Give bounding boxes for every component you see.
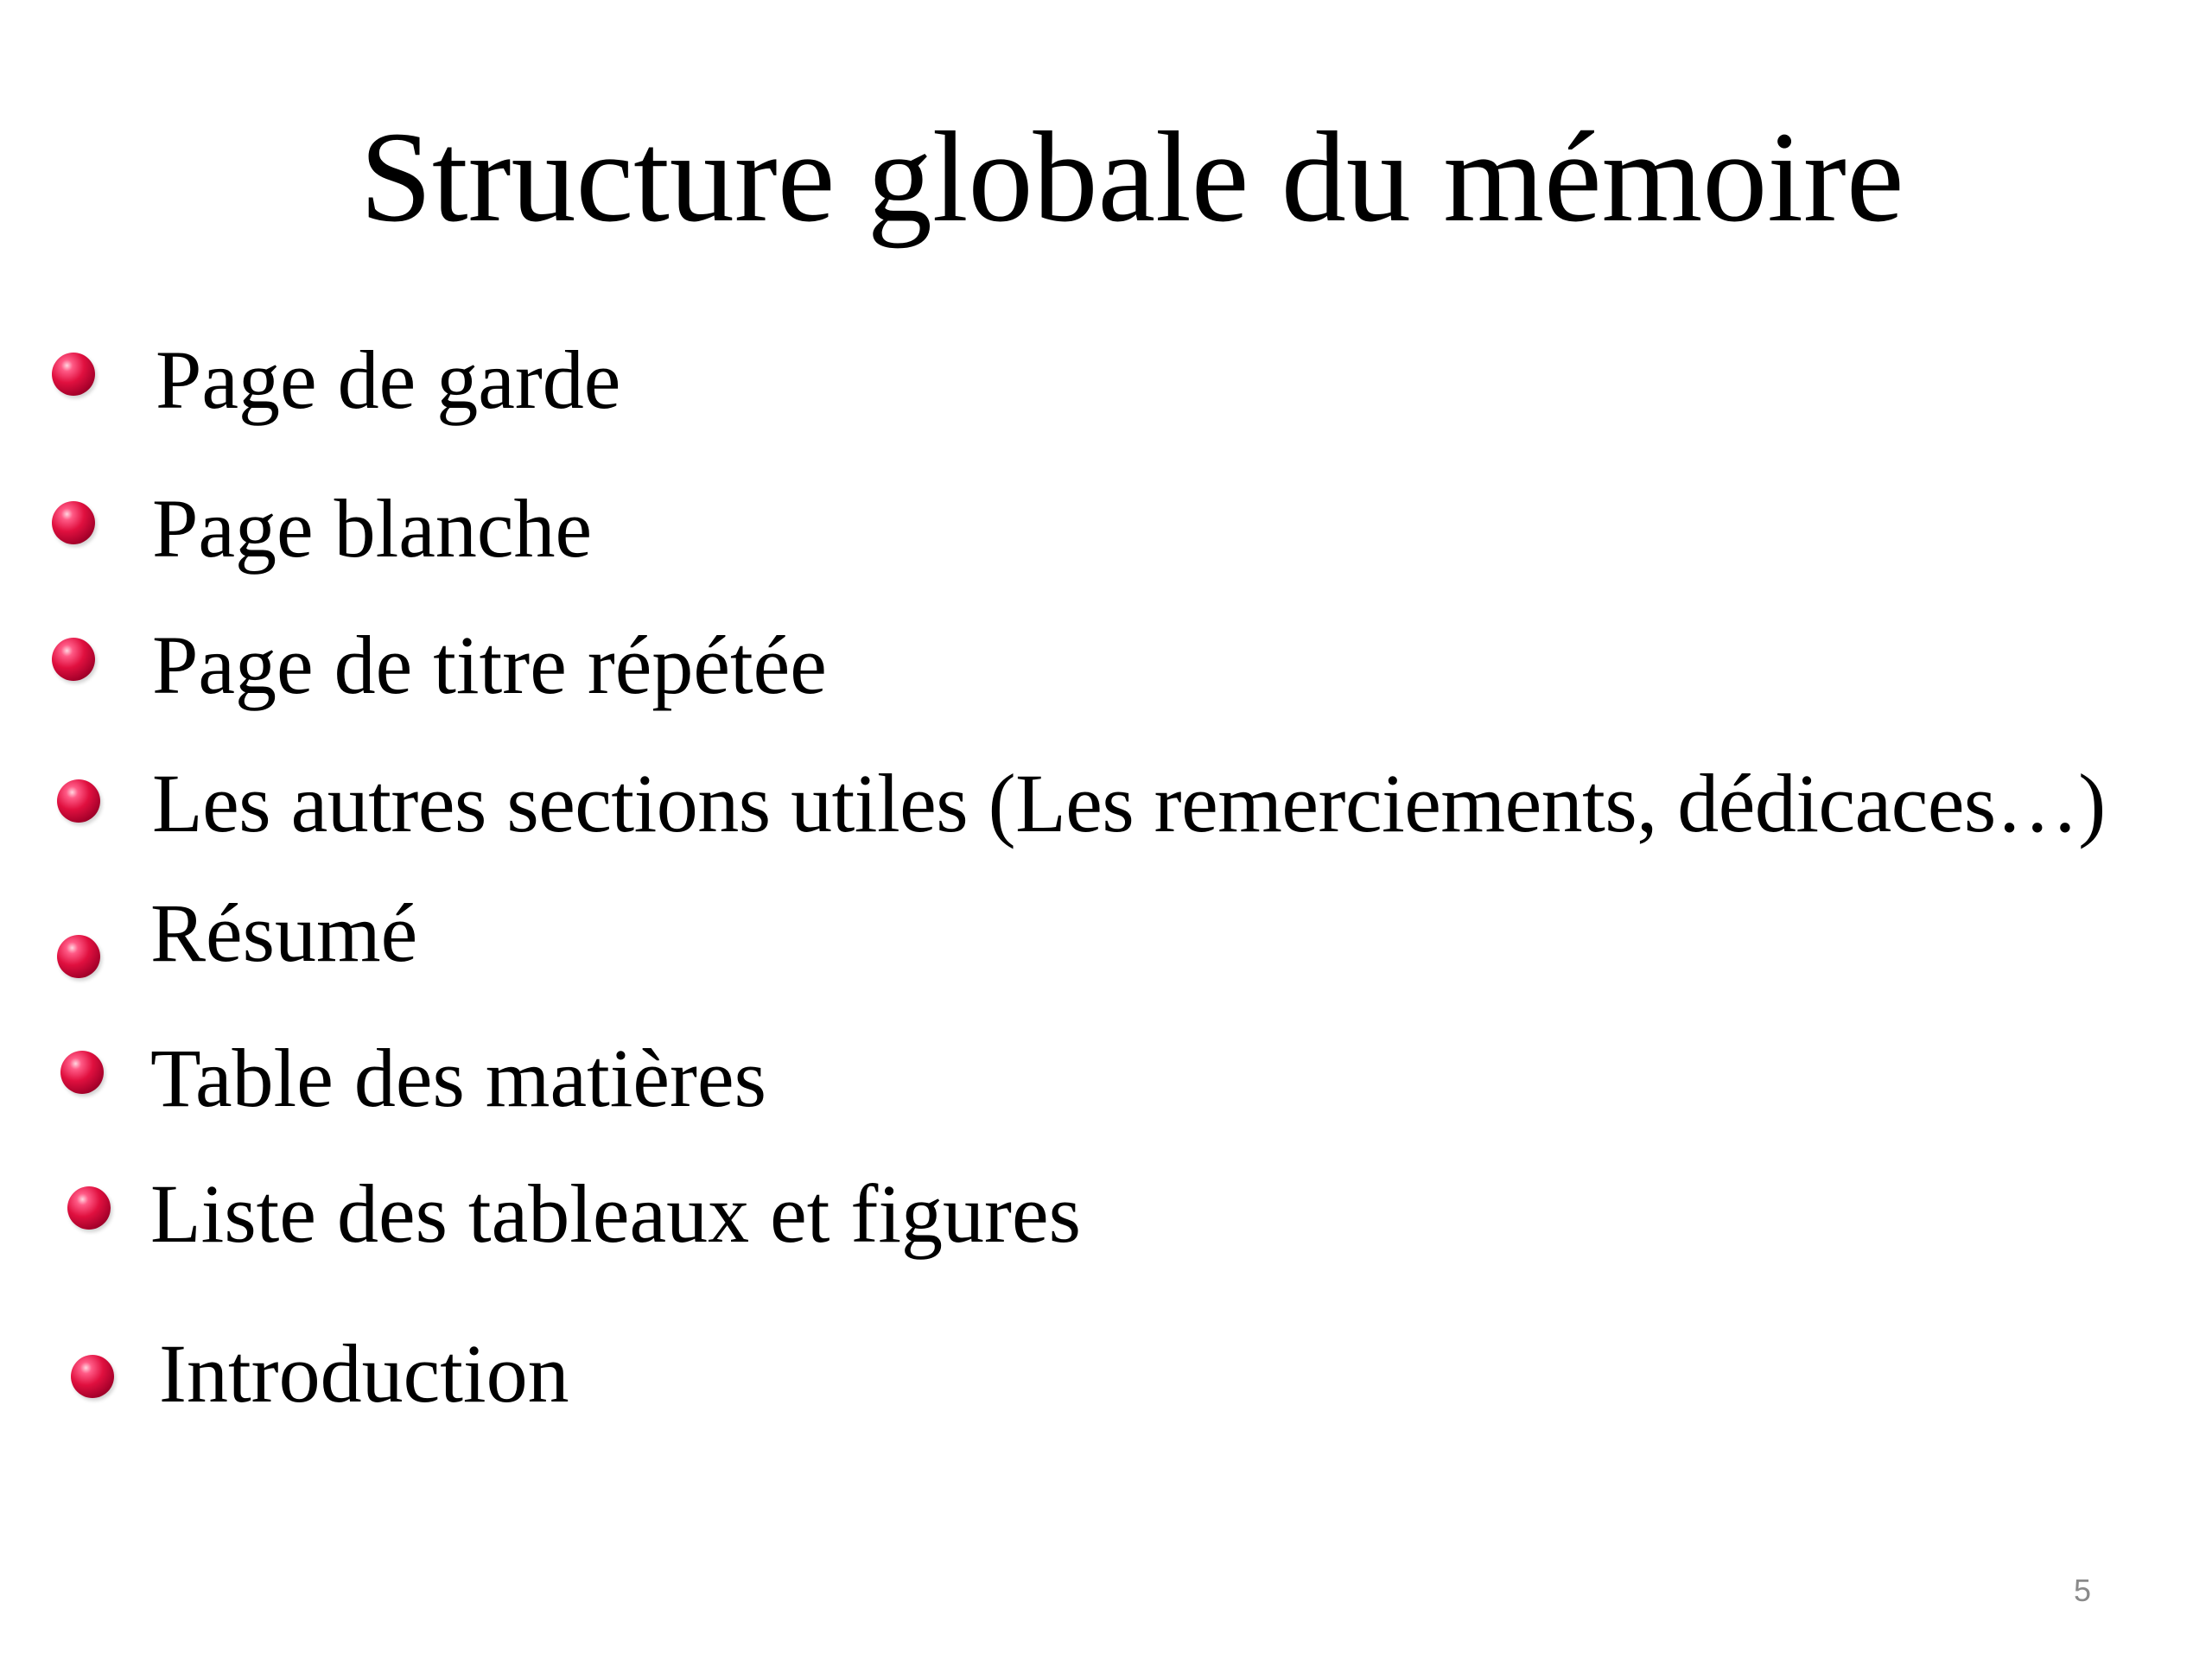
bullet-text: Page de titre répétée xyxy=(152,619,827,711)
bullet-text: Liste des tableaux et figures xyxy=(150,1167,1081,1260)
bullet-text: Introduction xyxy=(159,1327,569,1420)
bullet-text: Les autres sections utiles (Les remerciements, dédicaces…) xyxy=(152,757,2106,849)
red-sphere-bullet-icon xyxy=(52,638,95,681)
bullet-text: Page de garde xyxy=(156,334,621,426)
slide-title: Structure globale du mémoire xyxy=(359,105,1904,249)
red-sphere-bullet-icon xyxy=(52,501,95,544)
bullet-text: Résumé xyxy=(150,887,418,979)
red-sphere-bullet-icon xyxy=(57,779,100,823)
red-sphere-bullet-icon xyxy=(52,353,95,396)
bullet-text: Page blanche xyxy=(152,482,593,575)
red-sphere-bullet-icon xyxy=(60,1051,104,1094)
slide-page-number: 5 xyxy=(2073,1573,2091,1608)
red-sphere-bullet-icon xyxy=(57,935,100,978)
red-sphere-bullet-icon xyxy=(67,1186,111,1230)
bullet-text: Table des matières xyxy=(150,1032,766,1124)
red-sphere-bullet-icon xyxy=(71,1355,114,1398)
